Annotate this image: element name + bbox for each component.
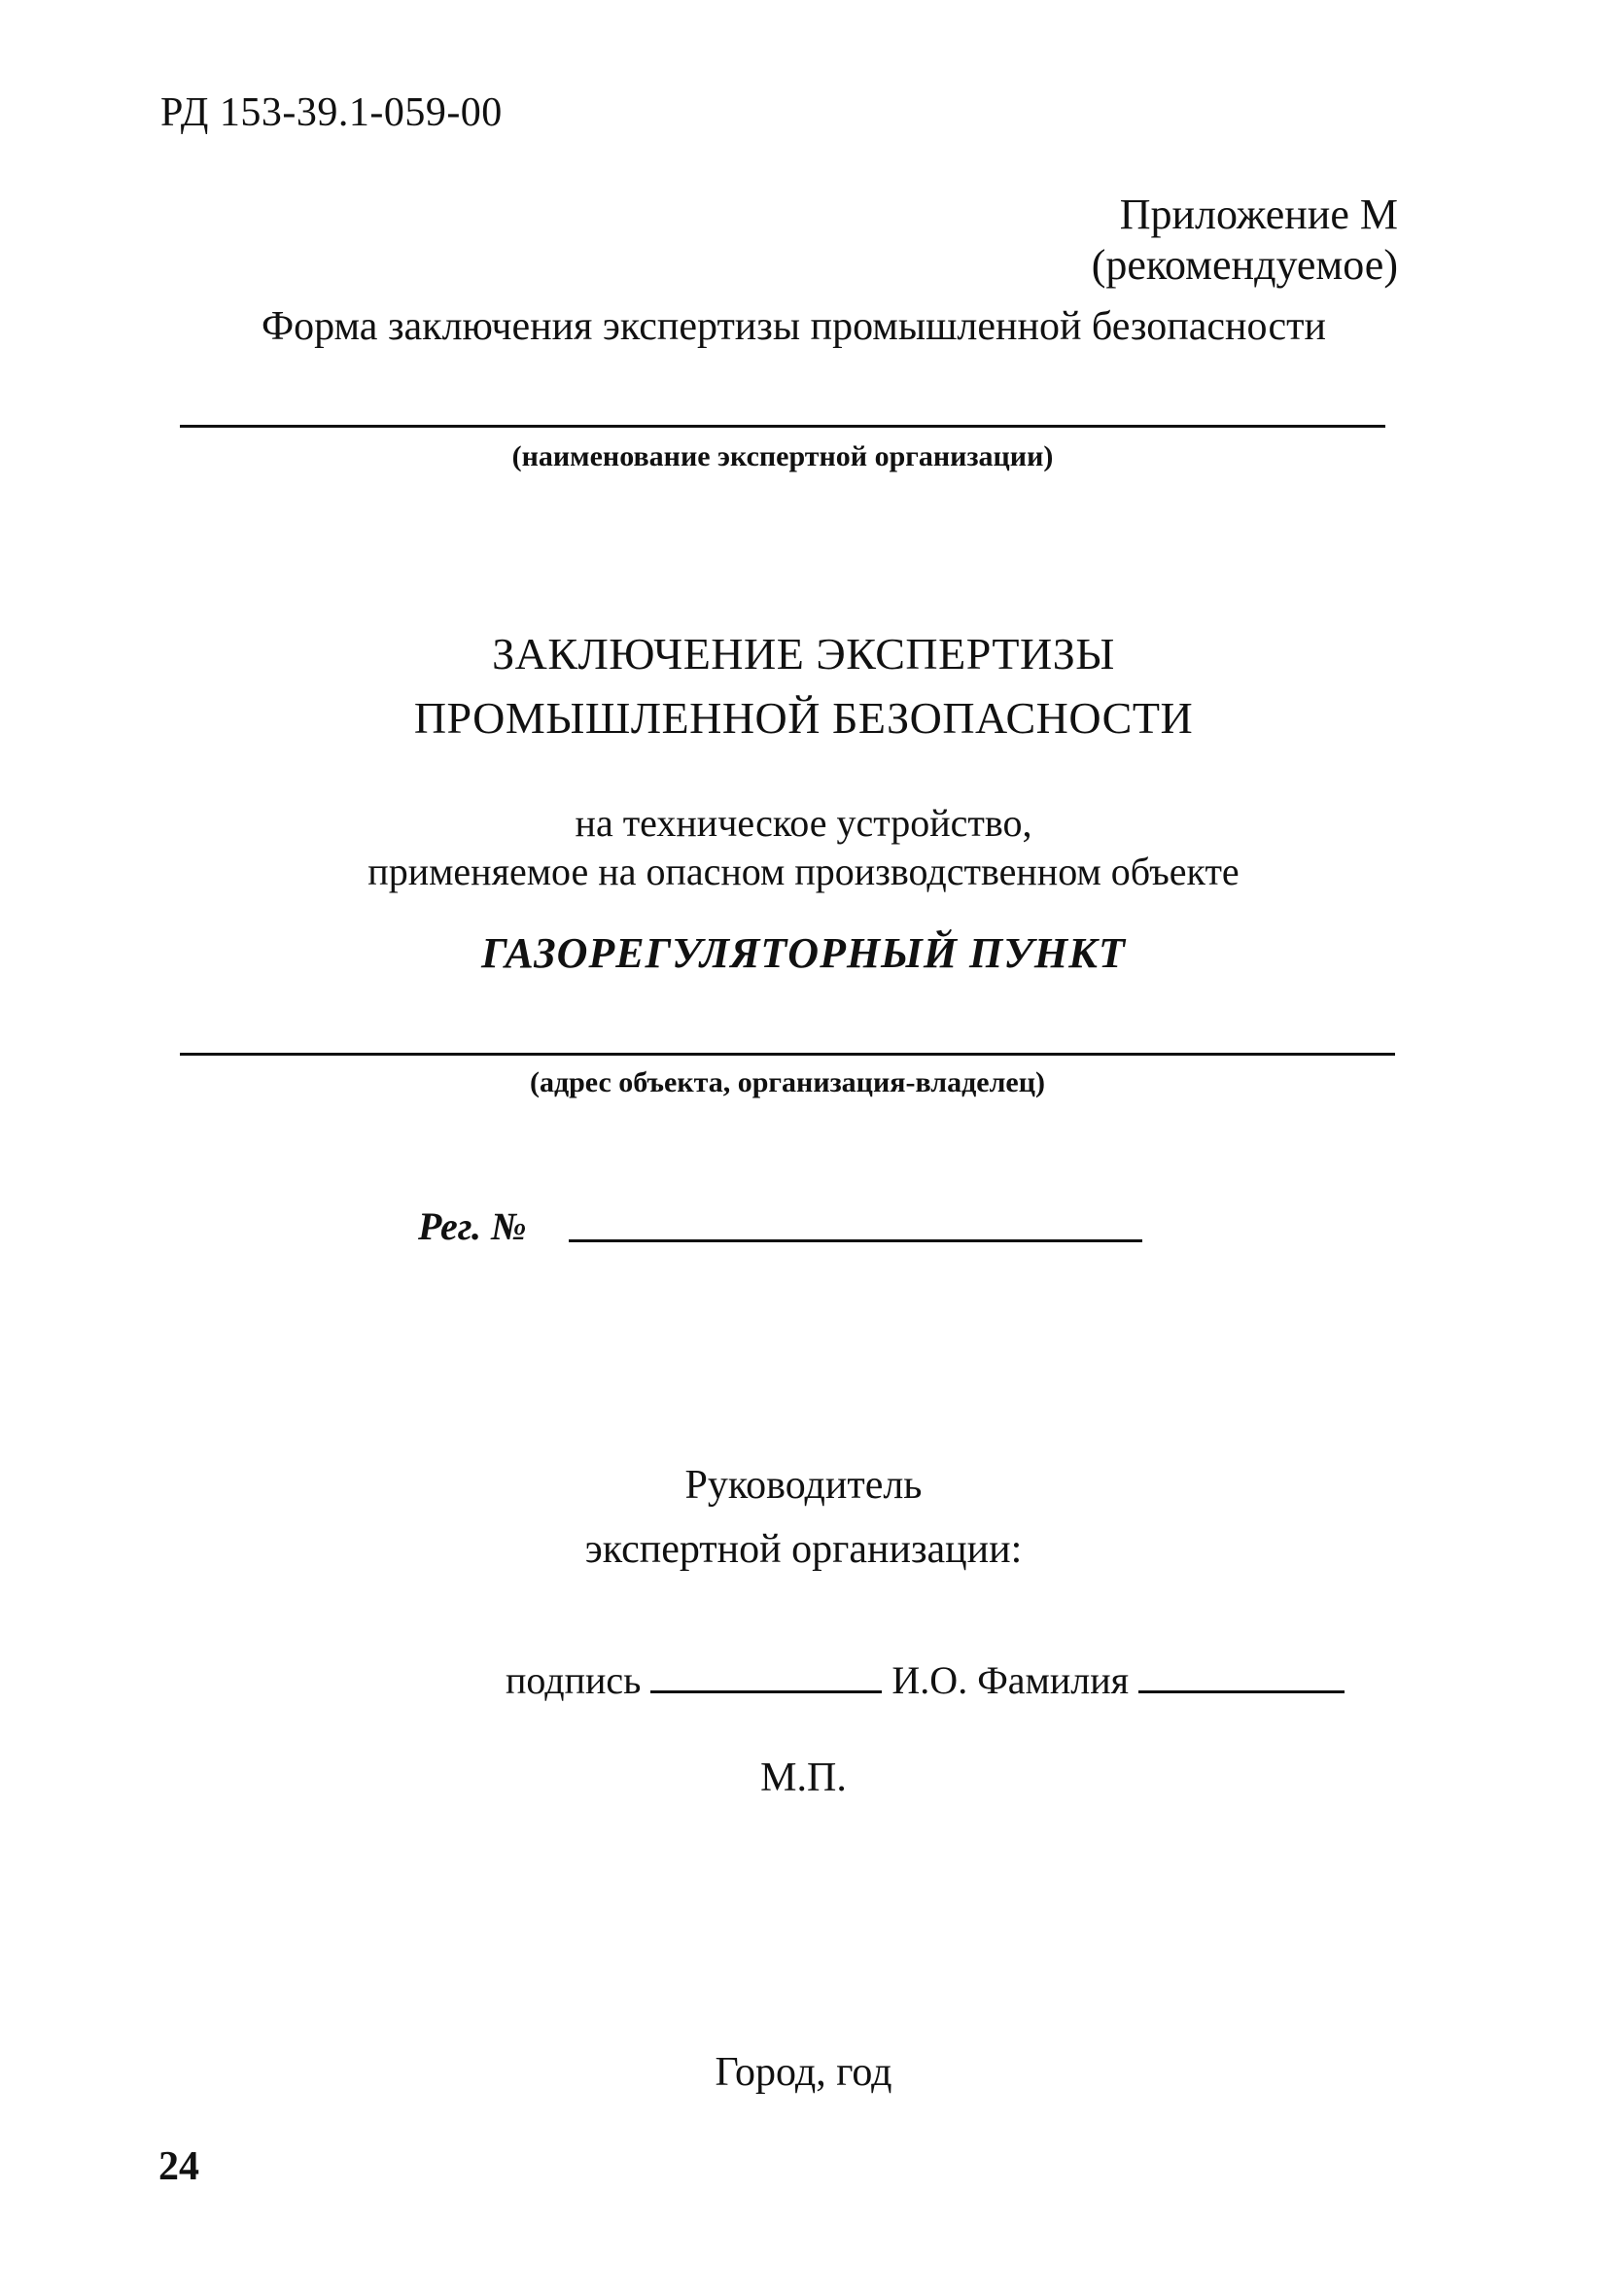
registration-number-line xyxy=(569,1239,1142,1242)
organization-head xyxy=(0,1453,1607,1582)
conclusion-title xyxy=(0,622,1607,750)
stamp-place: М.П. xyxy=(760,1756,847,1800)
appendix-status: (рекомендуемое) xyxy=(1091,241,1398,289)
org-name-caption: (наименование экспертной организации) xyxy=(511,440,1054,472)
registration-number-label: Рег. № xyxy=(418,1204,527,1248)
appendix-title: Приложение М xyxy=(1119,191,1398,238)
appendix-label xyxy=(1092,190,1398,291)
org-name-line xyxy=(180,425,1385,428)
city-year: Город, год xyxy=(715,2050,892,2095)
subtitle-line2: применяемое на опасном производственном объекте xyxy=(367,850,1240,893)
page-number: 24 xyxy=(158,2144,199,2189)
document-code: РД 153-39.1-059-00 xyxy=(160,90,503,135)
full-name-label: И.О. Фамилия xyxy=(891,1658,1130,1702)
subtitle-line1: на техническое устройство, xyxy=(575,801,1032,845)
signature-label: подпись xyxy=(506,1658,642,1702)
form-title xyxy=(0,303,1607,350)
address-caption: (адрес объекта, организация-владелец) xyxy=(529,1066,1046,1098)
head-title-line1: Руководитель xyxy=(684,1463,923,1508)
signature-line xyxy=(650,1690,882,1693)
conclusion-title-line1: ЗАКЛЮЧЕНИЕ ЭКСПЕРТИЗЫ xyxy=(492,629,1115,678)
conclusion-title-line2: ПРОМЫШЛЕННОЙ БЕЗОПАСНОСТИ xyxy=(413,693,1194,743)
form-title-text: Форма заключения экспертизы промышленной безопасности xyxy=(261,304,1327,349)
head-title-line2: экспертной организации: xyxy=(584,1527,1023,1572)
address-line xyxy=(180,1053,1395,1056)
signature-row xyxy=(506,1657,1345,1703)
full-name-line xyxy=(1138,1690,1345,1693)
object-name: ГАЗОРЕГУЛЯТОРНЫЙ ПУНКТ xyxy=(481,929,1126,977)
conclusion-subtitle xyxy=(0,799,1607,896)
